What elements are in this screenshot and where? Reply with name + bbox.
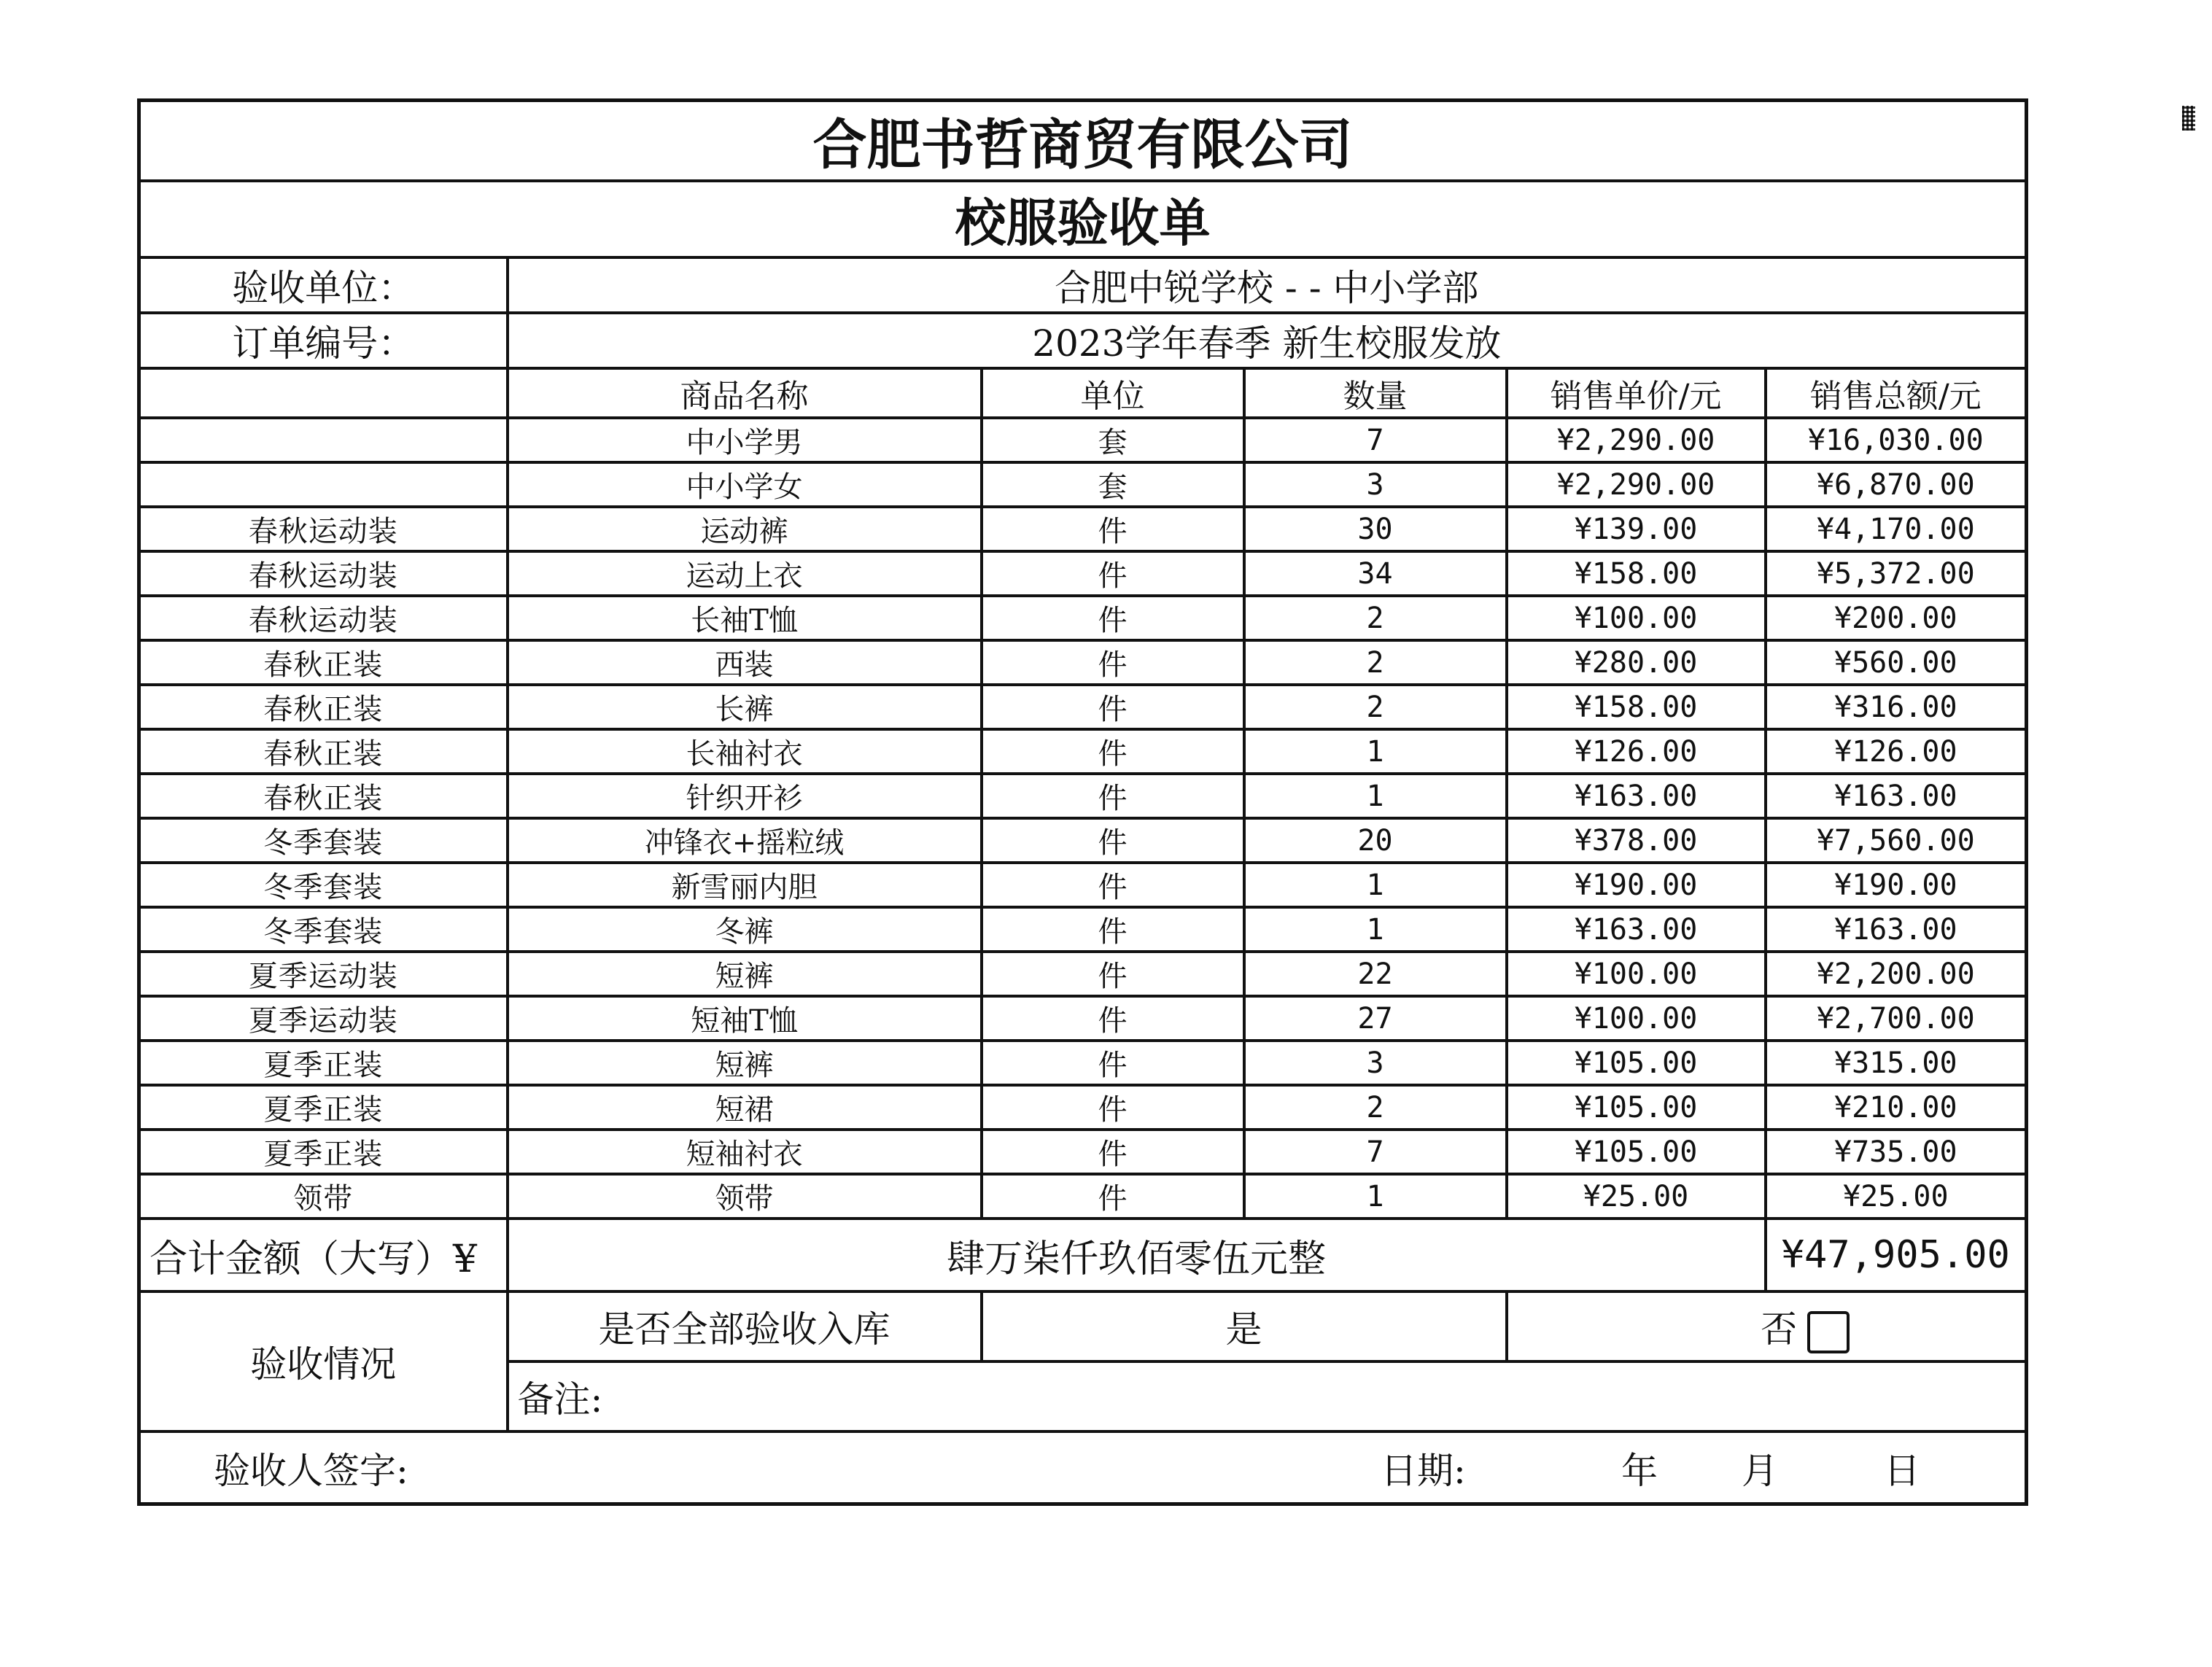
- table-row: [139, 507, 2027, 551]
- item-total: ¥163.00: [1766, 907, 2027, 952]
- item-quantity: 2: [1244, 685, 1507, 729]
- item-unit-price: ¥105.00: [1507, 1130, 1766, 1174]
- item-unit-price: ¥280.00: [1507, 640, 1766, 685]
- item-unit-price: ¥105.00: [1507, 1041, 1766, 1085]
- table-row: [139, 640, 2027, 685]
- total-header: 销售总额/元: [1766, 368, 2027, 418]
- year-label: 年: [1621, 1449, 1658, 1492]
- item-name: 长裤: [508, 685, 982, 729]
- yes-label: 是: [1225, 1308, 1262, 1351]
- item-unit: 件: [982, 1130, 1244, 1174]
- total-amount: ¥47,905.00: [1766, 1219, 2027, 1291]
- item-unit-price: ¥100.00: [1507, 952, 1766, 996]
- item-unit-price: ¥2,290.00: [1507, 418, 1766, 462]
- item-total: ¥315.00: [1766, 1041, 2027, 1085]
- item-name: 运动裤: [508, 507, 982, 551]
- table-row: [139, 1041, 2027, 1085]
- column-header-row: [139, 368, 2027, 418]
- item-category: [139, 418, 508, 462]
- item-unit: 件: [982, 996, 1244, 1041]
- item-unit: 件: [982, 507, 1244, 551]
- unit-price-header: 销售单价/元: [1507, 368, 1766, 418]
- total-in-words: 肆万柒仟玖佰零伍元整: [508, 1219, 1766, 1291]
- item-unit: 件: [982, 1041, 1244, 1085]
- item-name: 短袖衬衣: [508, 1130, 982, 1174]
- item-unit: 件: [982, 952, 1244, 996]
- item-total: ¥190.00: [1766, 863, 2027, 907]
- item-unit-price: ¥139.00: [1507, 507, 1766, 551]
- no-option[interactable]: [1507, 1291, 2027, 1361]
- item-unit-price: ¥126.00: [1507, 729, 1766, 774]
- company-name: 合肥书哲商贸有限公司: [139, 101, 2027, 182]
- item-name: 短裤: [508, 1041, 982, 1085]
- item-name: 冬裤: [508, 907, 982, 952]
- item-unit-price: ¥100.00: [1507, 596, 1766, 640]
- item-unit: 件: [982, 729, 1244, 774]
- item-quantity: 3: [1244, 1041, 1507, 1085]
- item-total: ¥2,700.00: [1766, 996, 2027, 1041]
- item-category: 春秋正装: [139, 685, 508, 729]
- item-quantity: 27: [1244, 996, 1507, 1041]
- table-row: [139, 818, 2027, 863]
- receiving-unit-label: 验收单位：: [139, 257, 508, 313]
- item-category: 春秋正装: [139, 774, 508, 818]
- no-checkbox[interactable]: [1807, 1311, 1850, 1353]
- item-quantity: 1: [1244, 1174, 1507, 1219]
- item-name: 短袖T恤: [508, 996, 982, 1041]
- item-total: ¥25.00: [1766, 1174, 2027, 1219]
- item-unit: 件: [982, 1174, 1244, 1219]
- signer-label: 验收人签字:: [214, 1449, 408, 1492]
- table-row: [139, 1085, 2027, 1130]
- item-unit-price: ¥158.00: [1507, 551, 1766, 596]
- item-unit-price: ¥378.00: [1507, 818, 1766, 863]
- table-row: [139, 418, 2027, 462]
- order-number-value: 2023学年春季 新生校服发放: [508, 313, 2027, 368]
- item-category: 春秋运动装: [139, 596, 508, 640]
- item-name: 短裙: [508, 1085, 982, 1130]
- unit-header: 单位: [982, 368, 1244, 418]
- item-name: 西装: [508, 640, 982, 685]
- item-quantity: 3: [1244, 462, 1507, 507]
- qr-code-icon: [2182, 106, 2195, 131]
- table-row: [139, 462, 2027, 507]
- item-category: 夏季正装: [139, 1130, 508, 1174]
- item-unit: 件: [982, 551, 1244, 596]
- item-category: 冬季套装: [139, 863, 508, 907]
- all-stored-question: 是否全部验收入库: [508, 1291, 982, 1361]
- item-category: 夏季正装: [139, 1085, 508, 1130]
- table-row: [139, 729, 2027, 774]
- item-quantity: 20: [1244, 818, 1507, 863]
- item-quantity: 1: [1244, 729, 1507, 774]
- inspection-label: 验收情况: [139, 1291, 508, 1431]
- item-total: ¥7,560.00: [1766, 818, 2027, 863]
- item-category: 春秋正装: [139, 729, 508, 774]
- item-name: 新雪丽内胆: [508, 863, 982, 907]
- item-quantity: 7: [1244, 418, 1507, 462]
- day-label: 日: [1884, 1449, 1920, 1492]
- quantity-header: 数量: [1244, 368, 1507, 418]
- no-label: 否: [1761, 1307, 1798, 1351]
- item-total: ¥6,870.00: [1766, 462, 2027, 507]
- item-total: ¥316.00: [1766, 685, 2027, 729]
- order-number-label: 订单编号：: [139, 313, 508, 368]
- remark-label: 备注:: [517, 1378, 603, 1421]
- item-unit-price: ¥163.00: [1507, 907, 1766, 952]
- item-quantity: 7: [1244, 1130, 1507, 1174]
- item-category: 冬季套装: [139, 818, 508, 863]
- item-name: 中小学女: [508, 462, 982, 507]
- table-row: [139, 907, 2027, 952]
- table-row: [139, 1174, 2027, 1219]
- table-row: [139, 551, 2027, 596]
- remark-field[interactable]: [508, 1361, 2027, 1431]
- item-unit: 套: [982, 418, 1244, 462]
- item-quantity: 2: [1244, 596, 1507, 640]
- item-unit: 件: [982, 818, 1244, 863]
- month-label: 月: [1742, 1449, 1778, 1492]
- item-category: 春秋运动装: [139, 507, 508, 551]
- item-total: ¥2,200.00: [1766, 952, 2027, 996]
- item-category: 夏季运动装: [139, 996, 508, 1041]
- item-name: 针织开衫: [508, 774, 982, 818]
- item-quantity: 34: [1244, 551, 1507, 596]
- item-category: 春秋运动装: [139, 551, 508, 596]
- item-quantity: 1: [1244, 774, 1507, 818]
- yes-option[interactable]: [982, 1291, 1507, 1361]
- item-category: 夏季正装: [139, 1041, 508, 1085]
- receiving-unit-value: 合肥中锐学校 - - 中小学部: [508, 257, 2027, 313]
- item-quantity: 30: [1244, 507, 1507, 551]
- item-category: 冬季套装: [139, 907, 508, 952]
- acceptance-form: [137, 98, 2028, 1506]
- item-unit-price: ¥2,290.00: [1507, 462, 1766, 507]
- table-row: [139, 596, 2027, 640]
- table-row: [139, 774, 2027, 818]
- item-total: ¥200.00: [1766, 596, 2027, 640]
- item-name: 长袖衬衣: [508, 729, 982, 774]
- table-row: [139, 685, 2027, 729]
- item-name: 中小学男: [508, 418, 982, 462]
- table-row: [139, 952, 2027, 996]
- item-total: ¥735.00: [1766, 1130, 2027, 1174]
- date-label: 日期:: [1381, 1449, 1466, 1492]
- signature-row: [139, 1431, 2027, 1504]
- item-unit-price: ¥25.00: [1507, 1174, 1766, 1219]
- item-unit-price: ¥100.00: [1507, 996, 1766, 1041]
- item-unit: 套: [982, 462, 1244, 507]
- item-total: ¥560.00: [1766, 640, 2027, 685]
- item-name: 冲锋衣+摇粒绒: [508, 818, 982, 863]
- item-name: 短裤: [508, 952, 982, 996]
- table-row: [139, 996, 2027, 1041]
- item-unit: 件: [982, 774, 1244, 818]
- item-unit-price: ¥190.00: [1507, 863, 1766, 907]
- item-unit: 件: [982, 685, 1244, 729]
- item-name: 运动上衣: [508, 551, 982, 596]
- table-row: [139, 1130, 2027, 1174]
- item-category: 春秋正装: [139, 640, 508, 685]
- item-total: ¥126.00: [1766, 729, 2027, 774]
- item-quantity: 1: [1244, 863, 1507, 907]
- item-total: ¥163.00: [1766, 774, 2027, 818]
- table-row: [139, 863, 2027, 907]
- item-unit: 件: [982, 596, 1244, 640]
- item-name: 长袖T恤: [508, 596, 982, 640]
- item-quantity: 22: [1244, 952, 1507, 996]
- document-title: 校服验收单: [139, 181, 2027, 257]
- item-category: [139, 462, 508, 507]
- item-unit: 件: [982, 1085, 1244, 1130]
- item-unit-price: ¥158.00: [1507, 685, 1766, 729]
- item-unit: 件: [982, 640, 1244, 685]
- item-quantity: 2: [1244, 1085, 1507, 1130]
- item-total: ¥16,030.00: [1766, 418, 2027, 462]
- item-unit-price: ¥105.00: [1507, 1085, 1766, 1130]
- category-header: [139, 368, 508, 418]
- item-unit: 件: [982, 863, 1244, 907]
- item-total: ¥5,372.00: [1766, 551, 2027, 596]
- product-name-header: 商品名称: [508, 368, 982, 418]
- total-label: 合计金额（大写）¥: [139, 1219, 508, 1291]
- item-quantity: 1: [1244, 907, 1507, 952]
- item-category: 夏季运动装: [139, 952, 508, 996]
- item-name: 领带: [508, 1174, 982, 1219]
- item-unit-price: ¥163.00: [1507, 774, 1766, 818]
- item-total: ¥4,170.00: [1766, 507, 2027, 551]
- item-total: ¥210.00: [1766, 1085, 2027, 1130]
- item-unit: 件: [982, 907, 1244, 952]
- item-category: 领带: [139, 1174, 508, 1219]
- item-quantity: 2: [1244, 640, 1507, 685]
